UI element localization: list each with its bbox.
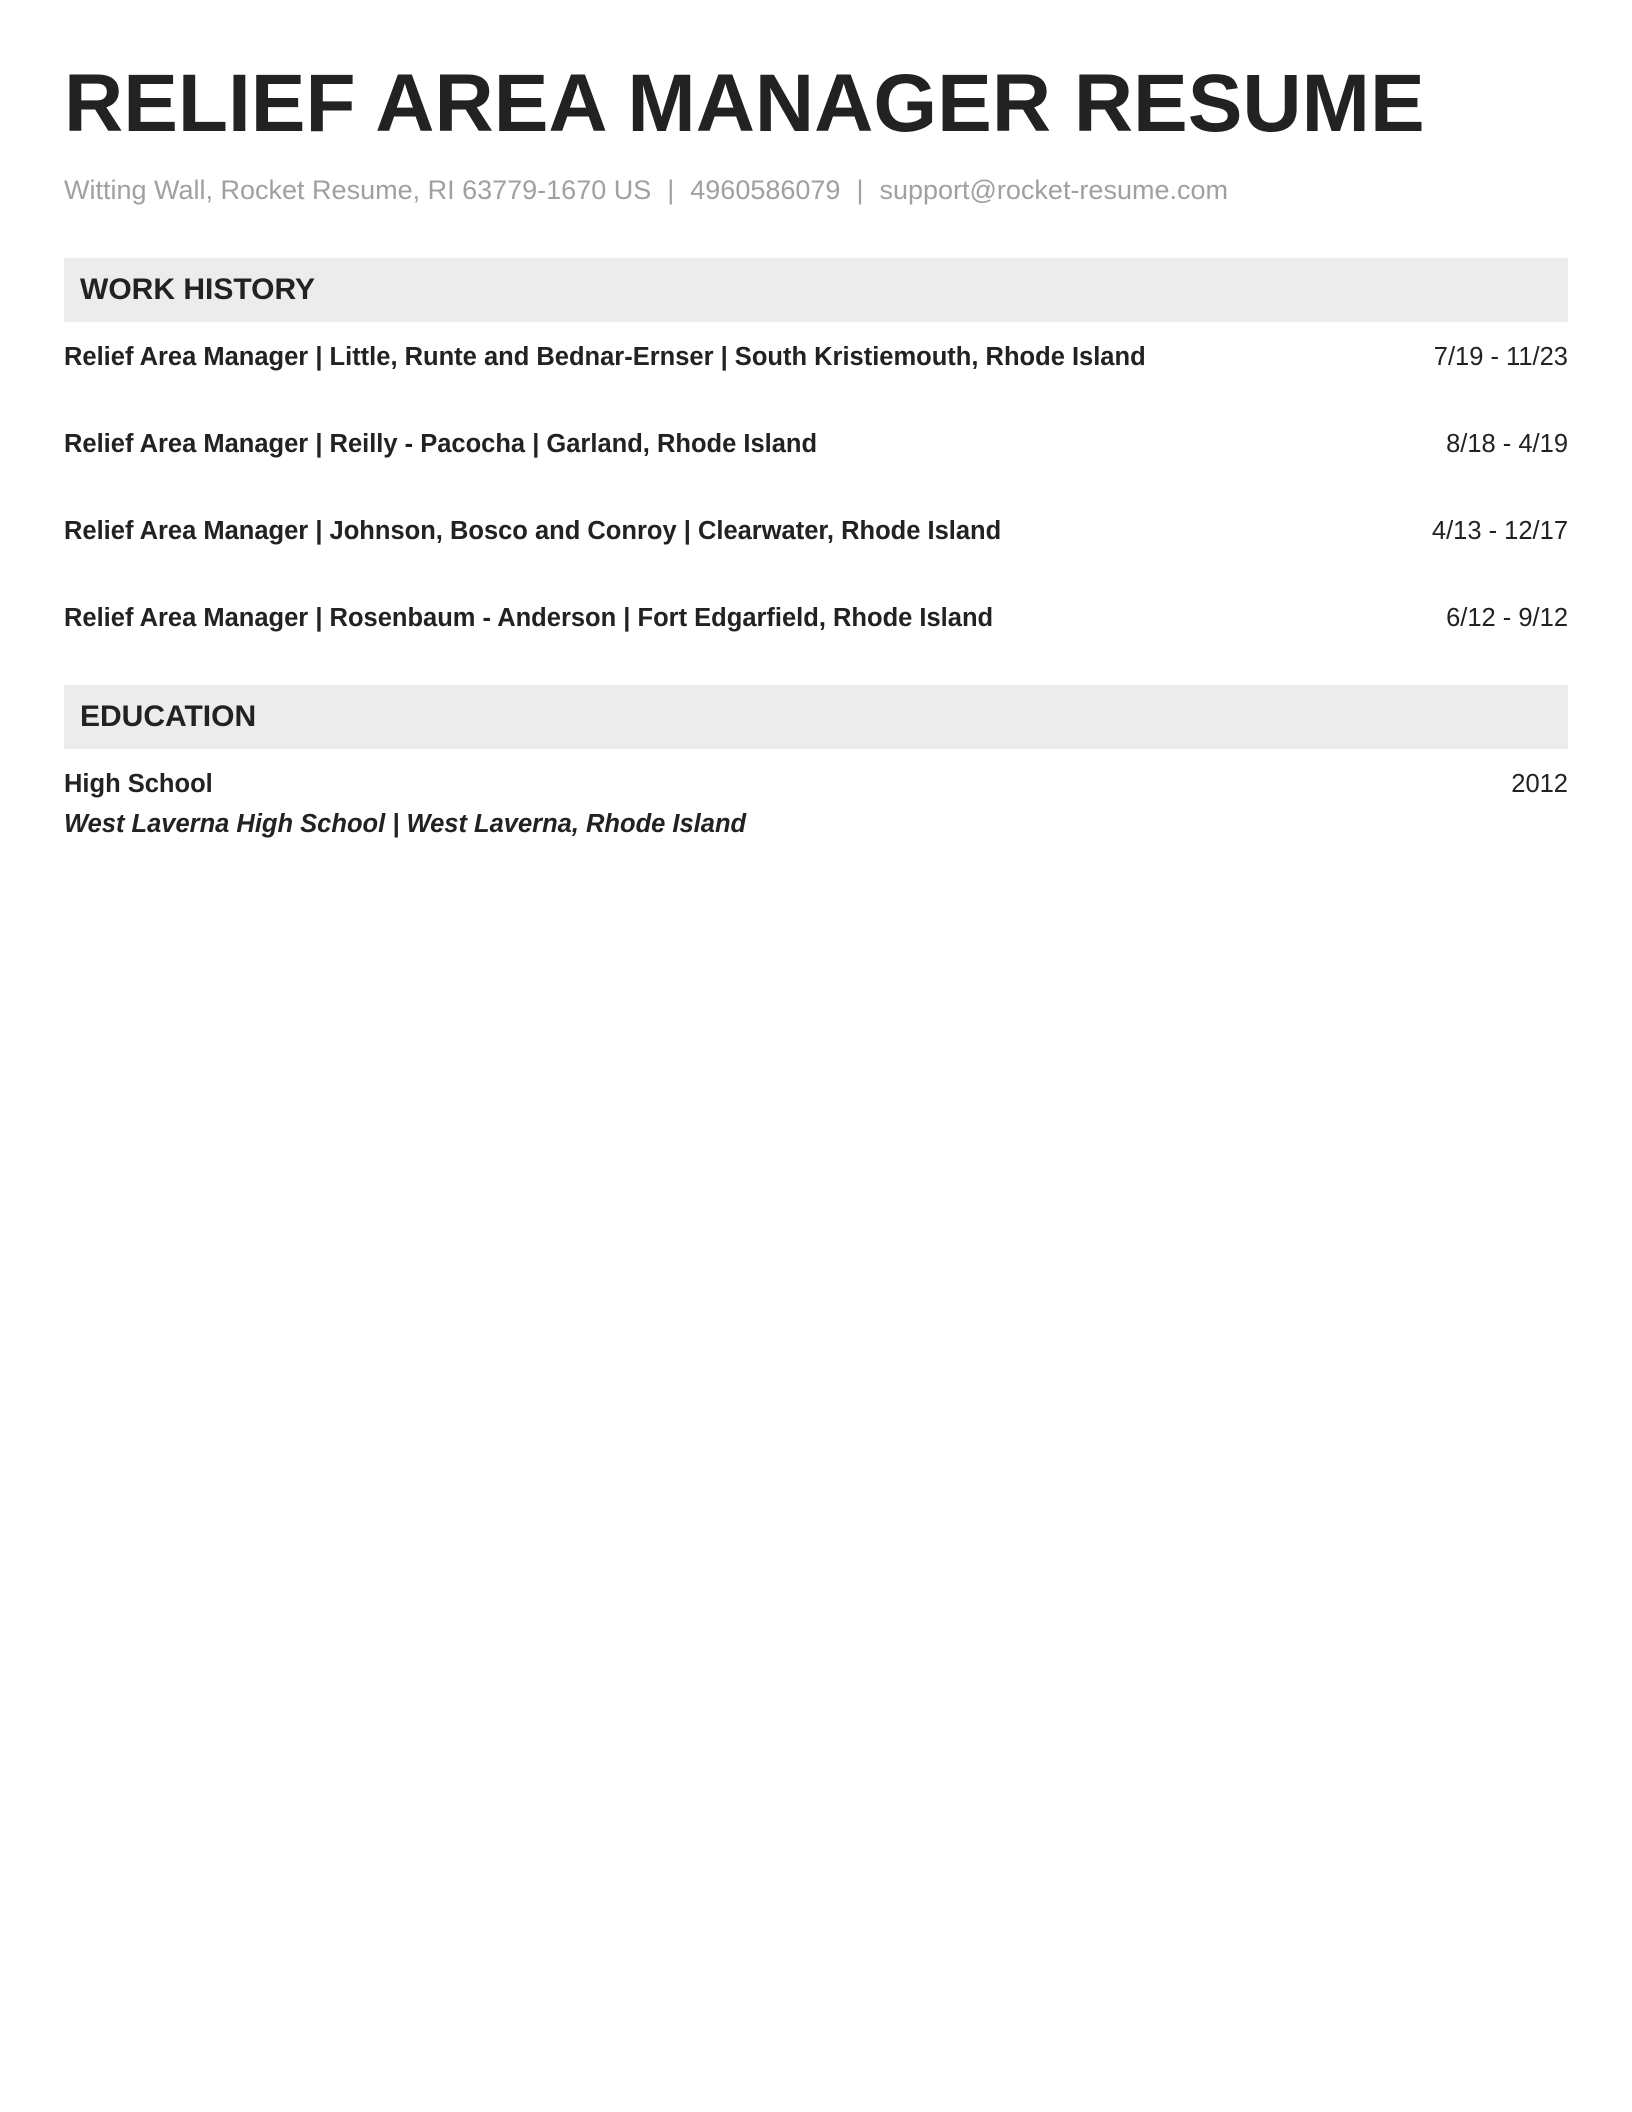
contact-email: support@rocket-resume.com	[879, 175, 1228, 205]
job-entry	[64, 340, 1568, 374]
education-degree: High School	[64, 770, 213, 798]
resume-title: RELIEF AREA MANAGER RESUME	[64, 58, 1425, 149]
job-dates: 8/18 - 4/19	[1446, 430, 1568, 458]
job-title: Relief Area Manager | Rosenbaum - Anderson | Fort Edgarfield, Rhode Island	[64, 604, 994, 632]
education-heading: EDUCATION	[64, 685, 1568, 749]
job-entry	[64, 514, 1568, 548]
contact-phone: 4960586079	[690, 175, 841, 205]
job-title: Relief Area Manager | Reilly - Pacocha | Garland, Rhode Island	[64, 430, 818, 458]
job-entry	[64, 601, 1568, 635]
education-year: 2012	[1511, 770, 1568, 798]
job-entry	[64, 427, 1568, 461]
job-dates: 4/13 - 12/17	[1431, 517, 1568, 545]
contact-separator: |	[667, 175, 675, 205]
job-title: Relief Area Manager | Johnson, Bosco and Conroy | Clearwater, Rhode Island	[64, 517, 1002, 545]
education-entry	[64, 767, 1568, 841]
education-school: West Laverna High School | West Laverna, Rhode Island	[64, 810, 747, 838]
job-dates: 7/19 - 11/23	[1433, 343, 1568, 371]
contact-address: Witting Wall, Rocket Resume, RI 63779-1670 US	[64, 175, 652, 205]
education-degree-row	[64, 767, 1568, 801]
work-history-heading: WORK HISTORY	[64, 258, 1568, 322]
job-title: Relief Area Manager | Little, Runte and Bednar-Ernser | South Kristiemouth, Rhode Island	[64, 343, 1146, 371]
job-dates: 6/12 - 9/12	[1446, 604, 1568, 632]
work-history-list	[64, 340, 1568, 635]
contact-separator: |	[856, 175, 864, 205]
contact-line	[64, 172, 1568, 208]
